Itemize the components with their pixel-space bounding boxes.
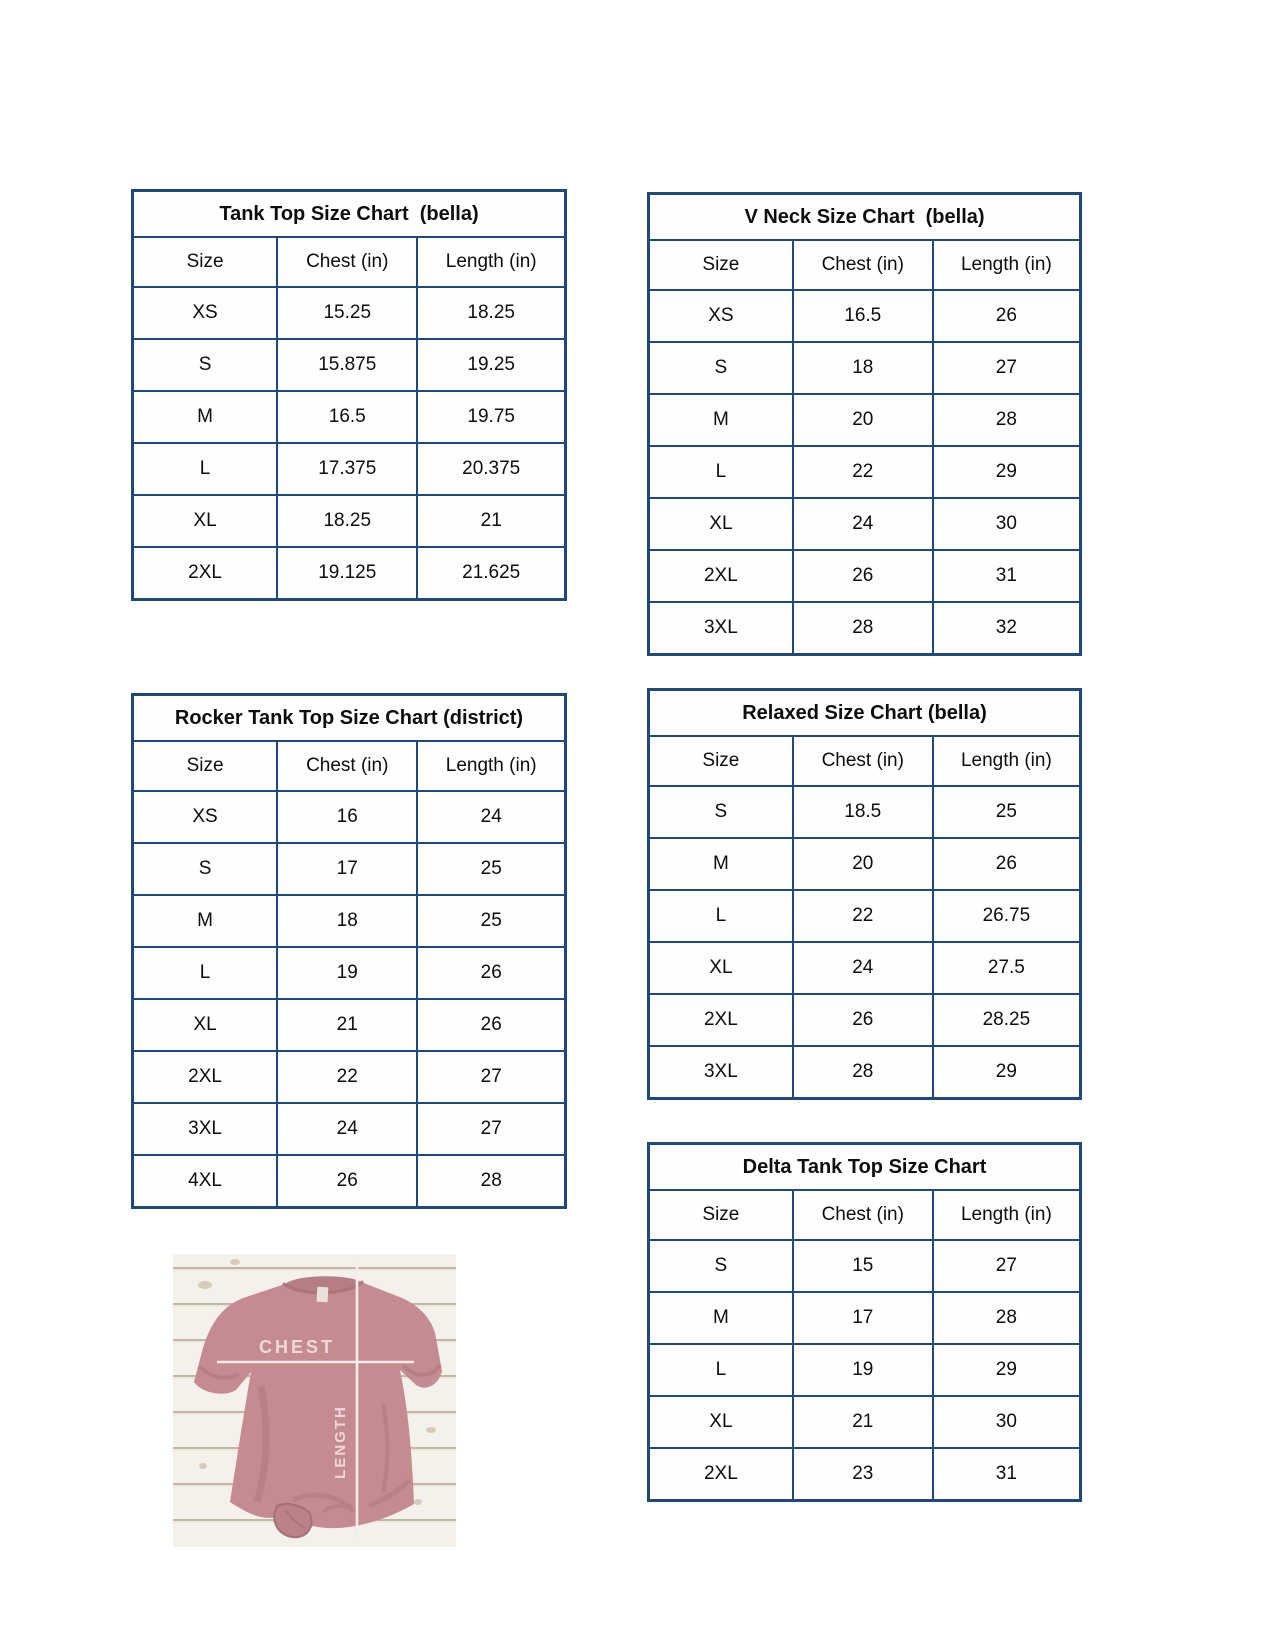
table-row [649, 994, 1081, 1046]
table-row [133, 339, 566, 391]
table-grid-v-neck-bella [647, 192, 1082, 656]
table-grid-tank-top-bella [131, 189, 567, 601]
length-cell: 21 [417, 495, 565, 547]
size-cell: XL [649, 498, 793, 550]
chest-cell: 18 [277, 895, 417, 947]
size-cell: 2XL [133, 547, 278, 600]
table-row [133, 287, 566, 339]
length-cell: 31 [933, 1448, 1081, 1501]
size-chart-tank-top-bella [131, 189, 567, 601]
table-row [649, 550, 1081, 602]
table-row [133, 391, 566, 443]
size-cell: M [649, 394, 793, 446]
length-cell: 24 [417, 791, 565, 843]
chest-cell: 26 [277, 1155, 417, 1208]
size-cell: XL [133, 495, 278, 547]
column-header-length: Length (in) [933, 736, 1081, 786]
length-cell: 28 [933, 394, 1081, 446]
table-row [133, 1051, 566, 1103]
length-cell: 20.375 [417, 443, 565, 495]
chest-cell: 15.875 [277, 339, 417, 391]
title-row [649, 690, 1081, 737]
length-label: LENGTH [332, 1405, 349, 1479]
header-row [133, 741, 566, 791]
chest-cell: 24 [793, 498, 933, 550]
length-cell: 19.25 [417, 339, 565, 391]
column-header-size: Size [649, 1190, 793, 1240]
length-cell: 26 [417, 999, 565, 1051]
title-row [133, 191, 566, 238]
table-row [649, 1396, 1081, 1448]
size-cell: S [133, 843, 278, 895]
length-cell: 28.25 [933, 994, 1081, 1046]
length-cell: 25 [933, 786, 1081, 838]
length-cell: 32 [933, 602, 1081, 655]
table-row [649, 1448, 1081, 1501]
table-row [133, 1103, 566, 1155]
chest-cell: 17 [277, 843, 417, 895]
chest-cell: 16.5 [277, 391, 417, 443]
column-header-length: Length (in) [417, 237, 565, 287]
chest-cell: 19 [793, 1344, 933, 1396]
size-cell: XL [649, 942, 793, 994]
chest-cell: 24 [277, 1103, 417, 1155]
chest-cell: 22 [793, 890, 933, 942]
length-cell: 19.75 [417, 391, 565, 443]
length-cell: 30 [933, 1396, 1081, 1448]
table-grid-rocker-tank-top-district [131, 693, 567, 1209]
size-cell: M [649, 838, 793, 890]
length-cell: 18.25 [417, 287, 565, 339]
column-header-size: Size [649, 240, 793, 290]
title-row [133, 695, 566, 742]
column-header-chest: Chest (in) [793, 240, 933, 290]
size-cell: L [649, 446, 793, 498]
length-cell: 27 [417, 1103, 565, 1155]
size-cell: XS [649, 290, 793, 342]
tshirt-measurement-photo [173, 1254, 456, 1547]
chest-cell: 24 [793, 942, 933, 994]
size-cell: M [649, 1292, 793, 1344]
table-row [133, 443, 566, 495]
column-header-chest: Chest (in) [277, 741, 417, 791]
chest-cell: 15 [793, 1240, 933, 1292]
table-row [649, 942, 1081, 994]
table-row [649, 342, 1081, 394]
chest-cell: 16 [277, 791, 417, 843]
chest-cell: 18 [793, 342, 933, 394]
column-header-length: Length (in) [933, 240, 1081, 290]
table-row [133, 1155, 566, 1208]
chest-cell: 18.25 [277, 495, 417, 547]
size-cell: 2XL [133, 1051, 278, 1103]
size-cell: 3XL [133, 1103, 278, 1155]
length-cell: 29 [933, 1344, 1081, 1396]
table-row [649, 1292, 1081, 1344]
size-cell: XS [133, 287, 278, 339]
length-cell: 21.625 [417, 547, 565, 600]
length-cell: 25 [417, 895, 565, 947]
size-cell: S [649, 786, 793, 838]
length-cell: 27 [933, 342, 1081, 394]
size-cell: S [649, 342, 793, 394]
chest-cell: 19 [277, 947, 417, 999]
table-row [133, 947, 566, 999]
chest-cell: 20 [793, 838, 933, 890]
table-title: Tank Top Size Chart (bella) [133, 191, 566, 238]
size-cell: L [133, 443, 278, 495]
size-cell: S [133, 339, 278, 391]
table-title: Delta Tank Top Size Chart [649, 1144, 1081, 1191]
table-row [649, 290, 1081, 342]
column-header-size: Size [649, 736, 793, 786]
table-row [649, 838, 1081, 890]
length-cell: 29 [933, 446, 1081, 498]
column-header-chest: Chest (in) [793, 736, 933, 786]
size-cell: 3XL [649, 1046, 793, 1099]
column-header-size: Size [133, 741, 278, 791]
header-row [649, 240, 1081, 290]
size-cell: XL [133, 999, 278, 1051]
table-grid-relaxed-bella [647, 688, 1082, 1100]
size-cell: 2XL [649, 994, 793, 1046]
header-row [649, 1190, 1081, 1240]
column-header-chest: Chest (in) [277, 237, 417, 287]
length-cell: 29 [933, 1046, 1081, 1099]
length-cell: 31 [933, 550, 1081, 602]
length-cell: 27 [933, 1240, 1081, 1292]
length-cell: 27 [417, 1051, 565, 1103]
size-cell: L [649, 1344, 793, 1396]
table-row [133, 895, 566, 947]
length-cell: 27.5 [933, 942, 1081, 994]
table-grid-delta-tank-top [647, 1142, 1082, 1502]
table-title: Relaxed Size Chart (bella) [649, 690, 1081, 737]
size-cell: M [133, 391, 278, 443]
table-row [649, 786, 1081, 838]
chest-cell: 22 [277, 1051, 417, 1103]
chest-cell: 23 [793, 1448, 933, 1501]
chest-cell: 28 [793, 602, 933, 655]
column-header-length: Length (in) [417, 741, 565, 791]
table-row [649, 498, 1081, 550]
header-row [649, 736, 1081, 786]
table-row [133, 547, 566, 600]
table-row [649, 1240, 1081, 1292]
table-title: V Neck Size Chart (bella) [649, 194, 1081, 241]
column-header-chest: Chest (in) [793, 1190, 933, 1240]
table-row [649, 446, 1081, 498]
chest-cell: 17 [793, 1292, 933, 1344]
length-cell: 25 [417, 843, 565, 895]
table-row [649, 394, 1081, 446]
header-row [133, 237, 566, 287]
chest-cell: 21 [793, 1396, 933, 1448]
chest-cell: 22 [793, 446, 933, 498]
chest-cell: 18.5 [793, 786, 933, 838]
size-chart-delta-tank-top [647, 1142, 1082, 1502]
column-header-size: Size [133, 237, 278, 287]
tshirt-measurement-graphic [173, 1254, 456, 1547]
length-cell: 28 [417, 1155, 565, 1208]
size-chart-relaxed-bella [647, 688, 1082, 1100]
table-row [133, 791, 566, 843]
size-cell: 4XL [133, 1155, 278, 1208]
chest-cell: 20 [793, 394, 933, 446]
size-chart-rocker-tank-top-district [131, 693, 567, 1209]
size-cell: 2XL [649, 1448, 793, 1501]
length-cell: 26 [417, 947, 565, 999]
title-row [649, 194, 1081, 241]
size-cell: S [649, 1240, 793, 1292]
size-chart-v-neck-bella [647, 192, 1082, 656]
chest-cell: 15.25 [277, 287, 417, 339]
table-row [133, 495, 566, 547]
table-row [649, 890, 1081, 942]
table-title: Rocker Tank Top Size Chart (district) [133, 695, 566, 742]
chest-cell: 26 [793, 994, 933, 1046]
size-cell: XS [133, 791, 278, 843]
size-cell: L [133, 947, 278, 999]
table-row [133, 999, 566, 1051]
table-row [649, 1344, 1081, 1396]
column-header-length: Length (in) [933, 1190, 1081, 1240]
size-cell: 2XL [649, 550, 793, 602]
table-row [133, 843, 566, 895]
size-cell: XL [649, 1396, 793, 1448]
neck-tag [317, 1287, 329, 1303]
chest-label: CHEST [258, 1337, 336, 1357]
length-cell: 28 [933, 1292, 1081, 1344]
chest-cell: 16.5 [793, 290, 933, 342]
length-cell: 26.75 [933, 890, 1081, 942]
chest-cell: 26 [793, 550, 933, 602]
size-cell: M [133, 895, 278, 947]
chest-cell: 21 [277, 999, 417, 1051]
size-cell: 3XL [649, 602, 793, 655]
chest-cell: 17.375 [277, 443, 417, 495]
chest-cell: 28 [793, 1046, 933, 1099]
table-row [649, 1046, 1081, 1099]
title-row [649, 1144, 1081, 1191]
length-cell: 30 [933, 498, 1081, 550]
length-cell: 26 [933, 838, 1081, 890]
length-cell: 26 [933, 290, 1081, 342]
chest-cell: 19.125 [277, 547, 417, 600]
size-cell: L [649, 890, 793, 942]
table-row [649, 602, 1081, 655]
